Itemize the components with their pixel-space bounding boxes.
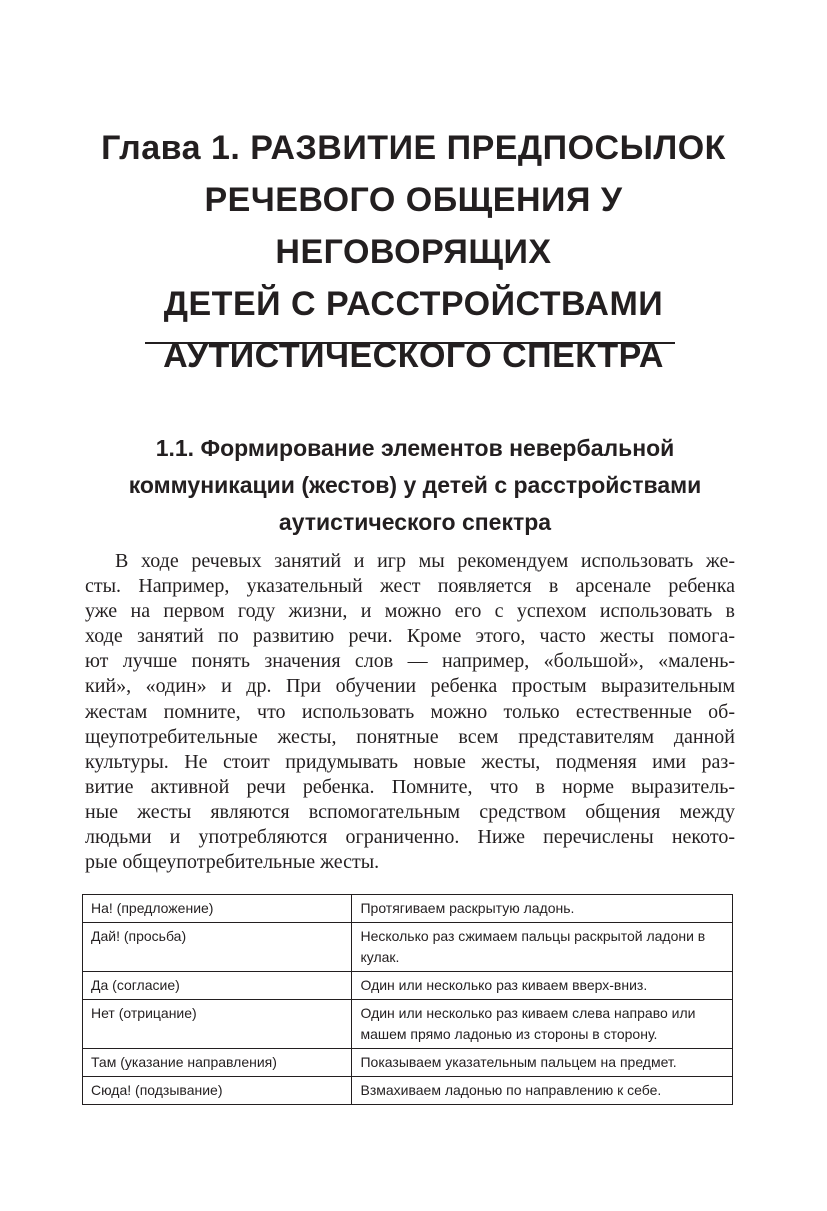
description-cell: Один или несколько раз киваем вверх-вниз. <box>352 972 733 1000</box>
gesture-cell: Нет (отрицание) <box>83 1000 352 1049</box>
description-cell: Взмахиваем ладонью по направлению к себе. <box>352 1077 733 1105</box>
paragraph-line: людьми и употребляются ограниченно. Ниже перечислены некото- <box>85 826 735 849</box>
table-row <box>83 1000 733 1049</box>
paragraph-line: рые общеупотребительные жесты. <box>85 851 380 874</box>
paragraph-line: уже на первом году жизни, и можно его с успехом использовать в <box>85 600 735 623</box>
table-row <box>83 895 733 923</box>
chapter-title-line: Глава 1. РАЗВИТИЕ ПРЕДПОСЫЛОК <box>101 129 726 167</box>
paragraph-line: ходе занятий по развитию речи. Кроме этого, часто жесты помога- <box>85 625 735 648</box>
table-row <box>83 1077 733 1105</box>
chapter-title-line: РЕЧЕВОГО ОБЩЕНИЯ У НЕГОВОРЯЩИХ <box>204 181 623 271</box>
paragraph-line: ют лучше понять значения слов — например, «большой», «малень- <box>85 650 735 673</box>
gesture-cell: Да (согласие) <box>83 972 352 1000</box>
paragraph-line: кий», «один» и др. При обучении ребенка простым выразительным <box>85 675 735 698</box>
table-row <box>83 1049 733 1077</box>
chapter-title-divider <box>145 342 675 344</box>
gestures-table <box>82 894 733 1105</box>
chapter-title-line: ДЕТЕЙ С РАССТРОЙСТВАМИ <box>163 285 664 323</box>
gesture-cell: Там (указание направления) <box>83 1049 352 1077</box>
chapter-title-line: АУТИСТИЧЕСКОГО СПЕКТРА <box>163 337 664 375</box>
section-title-line: аутистического спектра <box>278 509 552 535</box>
gesture-cell: Сюда! (подзывание) <box>83 1077 352 1105</box>
section-title-line: 1.1. Формирование элементов невербальной <box>155 435 675 461</box>
paragraph-line: щеупотребительные жесты, понятные всем представителям данной <box>85 725 735 748</box>
paragraph-line: сты. Например, указательный жест появляется в арсенале ребенка <box>85 575 735 598</box>
gesture-cell: На! (предложение) <box>83 895 352 923</box>
paragraph-line: ные жесты являются вспомогательным средством общения между <box>85 800 735 823</box>
description-cell: Протягиваем раскрытую ладонь. <box>352 895 733 923</box>
paragraph-line: жестам помните, что использовать можно только естественные об- <box>85 700 735 723</box>
table-row <box>83 923 733 972</box>
section-title <box>100 430 730 541</box>
paragraph-line: культуры. Не стоит придумывать новые жесты, подменяя ими раз- <box>85 750 735 773</box>
section-title-line: коммуникации (жестов) у детей с расстройствами <box>128 472 702 498</box>
description-cell: Показываем указательным пальцем на предмет. <box>352 1049 733 1077</box>
paragraph-line: В ходе речевых занятий и игр мы рекомендуем использовать же- <box>115 550 735 572</box>
body-paragraph <box>85 549 735 875</box>
table-row <box>83 972 733 1000</box>
paragraph-line: витие активной речи ребенка. Помните, что в норме выразитель- <box>85 775 735 798</box>
gesture-cell: Дай! (просьба) <box>83 923 352 972</box>
description-cell: Один или несколько раз киваем слева направо или машем прямо ладонью из стороны в сторону. <box>352 1000 733 1049</box>
description-cell: Несколько раз сжимаем пальцы раскрытой ладони в кулак. <box>352 923 733 972</box>
